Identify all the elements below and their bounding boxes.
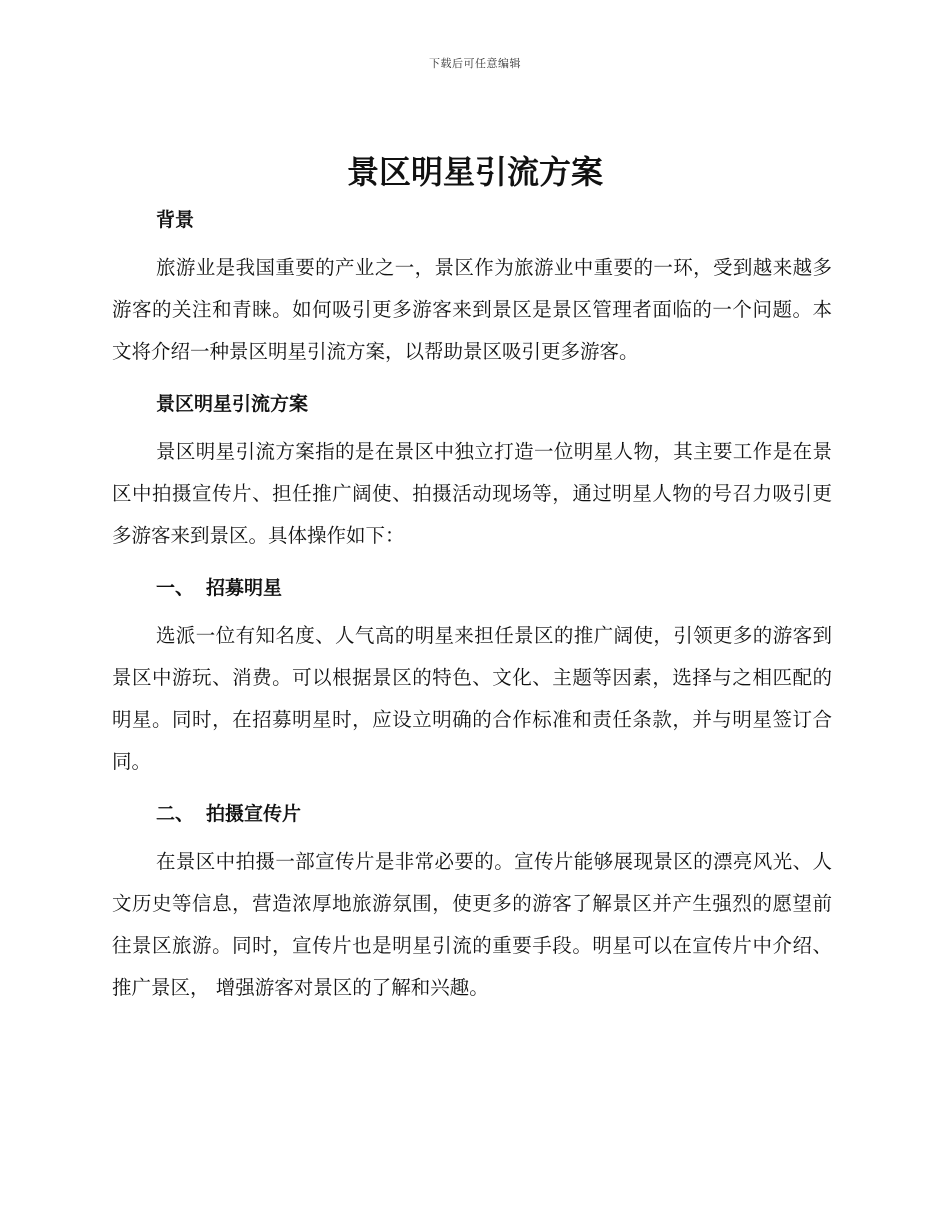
section-paragraph-plan: 景区明星引流方案指的是在景区中独立打造一位明星人物，其主要工作是在景区中拍摄宣传片、担任推广阔使、拍摄活动现场等，通过明星人物的号召力吸引更多游客来到景区。具体操作如下：	[112, 440, 832, 547]
section-paragraph-promo-video: 在景区中拍摄一部宣传片是非常必要的。宣传片能够展现景区的漂亮风光、人文历史等信息，营造浓厚地旅游氛围，使更多的游客了解景区并产生强烈的愿望前往景区旅游。同时，宣传片也是明星引流的重要手段。明星可以在宣传片中介绍、推广景区， 增强游客对景区的了解和兴趣。	[112, 850, 832, 999]
section-heading-label: 拍摄宣传片	[206, 803, 302, 825]
page-header: 下载后可任意编辑	[429, 57, 521, 70]
section-number: 一、	[156, 577, 195, 599]
section-paragraph-recruit-star: 选派一位有知名度、人气高的明星来担任景区的推广阔使，引领更多的游客到景区中游玩、消费。可以根据景区的特色、文化、主题等因素，选择与之相匹配的明星。同时，在招募明星时，应设立明确的合作标准和责任条款，并与明星签订合同。	[112, 624, 832, 773]
section-heading-background: 背景	[156, 209, 195, 231]
document-title: 景区明星引流方案	[346, 153, 603, 191]
section-heading-promo-video	[112, 794, 832, 834]
section-heading-plan: 景区明星引流方案	[156, 393, 309, 415]
section-heading-recruit-star	[112, 568, 832, 608]
section-paragraph-background: 旅游业是我国重要的产业之一，景区作为旅游业中重要的一环，受到越来越多游客的关注和青睐。如何吸引更多游客来到景区是景区管理者面临的一个问题。本文将介绍一种景区明星引流方案，以帮助景区吸引更多游客。	[112, 256, 832, 363]
document-body	[112, 200, 832, 1009]
section-number: 二、	[156, 803, 195, 825]
section-heading-label: 招募明星	[206, 577, 283, 599]
